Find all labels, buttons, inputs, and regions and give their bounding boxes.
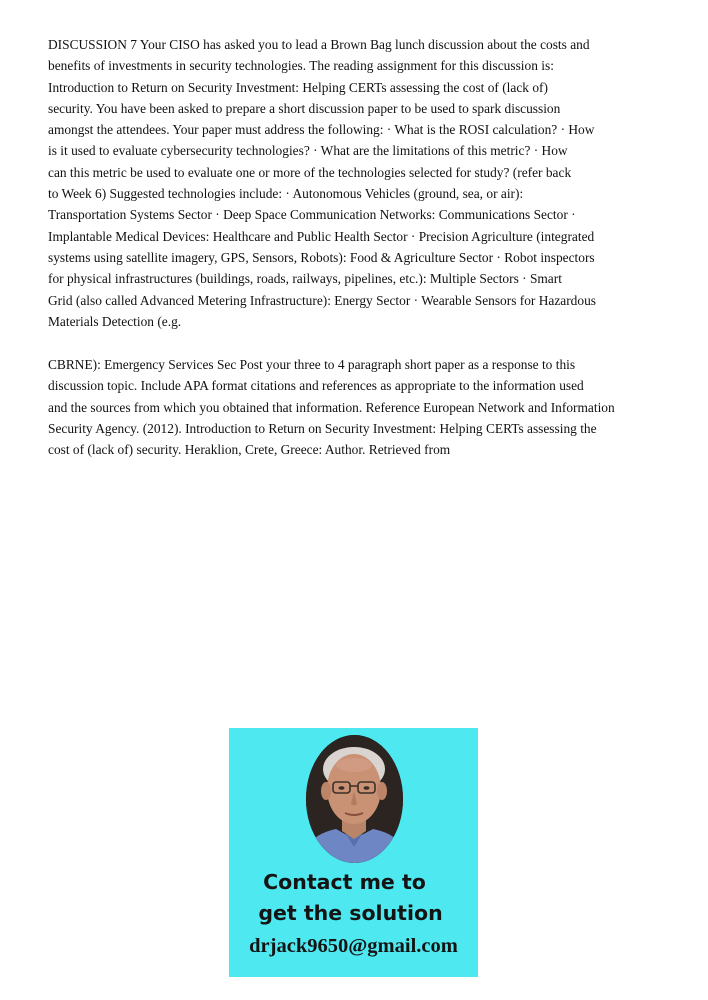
text-line: CBRNE): Emergency Services Sec Post your three to 4 paragraph short paper as a response to this <box>48 357 576 372</box>
text-line: amongst the attendees. Your paper must address the following: · What is the ROSI calculation? · How <box>48 122 595 138</box>
contact-promo-banner[interactable] <box>229 728 478 977</box>
promo-headline-line-2: get the solution <box>258 901 443 925</box>
text-line: can this metric be used to evaluate one or more of the technologies selected for study? (refer back <box>48 164 572 180</box>
text-line: Materials Detection (e.g. <box>48 313 182 329</box>
author-portrait-image <box>306 735 403 863</box>
body-paragraph-1 <box>48 34 668 332</box>
body-paragraph-2 <box>48 354 668 460</box>
text-line: DISCUSSION 7 Your CISO has asked you to lead a Brown Bag lunch discussion about the costs and <box>48 37 590 52</box>
text-line: and the sources from which you obtained that information. Reference European Network and Information <box>48 399 615 415</box>
text-line: for physical infrastructures (buildings, roads, railways, pipelines, etc.): Multiple Sectors · Smart <box>48 271 562 287</box>
promo-headline-line-1: Contact me to <box>263 870 426 894</box>
contact-email-link[interactable]: drjack9650@gmail.com <box>249 935 458 957</box>
text-line: Implantable Medical Devices: Healthcare and Public Health Sector · Precision Agriculture (integrated <box>48 228 595 244</box>
text-line: benefits of investments in security technologies. The reading assignment for this discussion is: <box>48 58 554 74</box>
text-line: security. You have been asked to prepare a short discussion paper to be used to spark discussion <box>48 100 561 116</box>
text-line: Security Agency. (2012). Introduction to Return on Security Investment: Helping CERTs assessing the <box>48 420 597 436</box>
text-line: systems using satellite imagery, GPS, Sensors, Robots): Food & Agriculture Sector · Robot inspectors <box>48 249 595 265</box>
text-line: cost of (lack of) security. Heraklion, Crete, Greece: Author. Retrieved from <box>48 442 451 458</box>
text-line: is it used to evaluate cybersecurity technologies? · What are the limitations of this metric? · How <box>48 143 568 159</box>
text-line: Introduction to Return on Security Investment: Helping CERTs assessing the cost of (lack of) <box>48 79 548 95</box>
text-line: to Week 6) Suggested technologies include: · Autonomous Vehicles (ground, sea, or air): <box>48 186 524 202</box>
text-line: Grid (also called Advanced Metering Infrastructure): Energy Sector · Wearable Sensors for Hazardous <box>48 292 596 308</box>
text-line: Transportation Systems Sector · Deep Space Communication Networks: Communications Sector · <box>48 207 576 223</box>
text-line: discussion topic. Include APA format citations and references as appropriate to the information used <box>48 378 584 394</box>
